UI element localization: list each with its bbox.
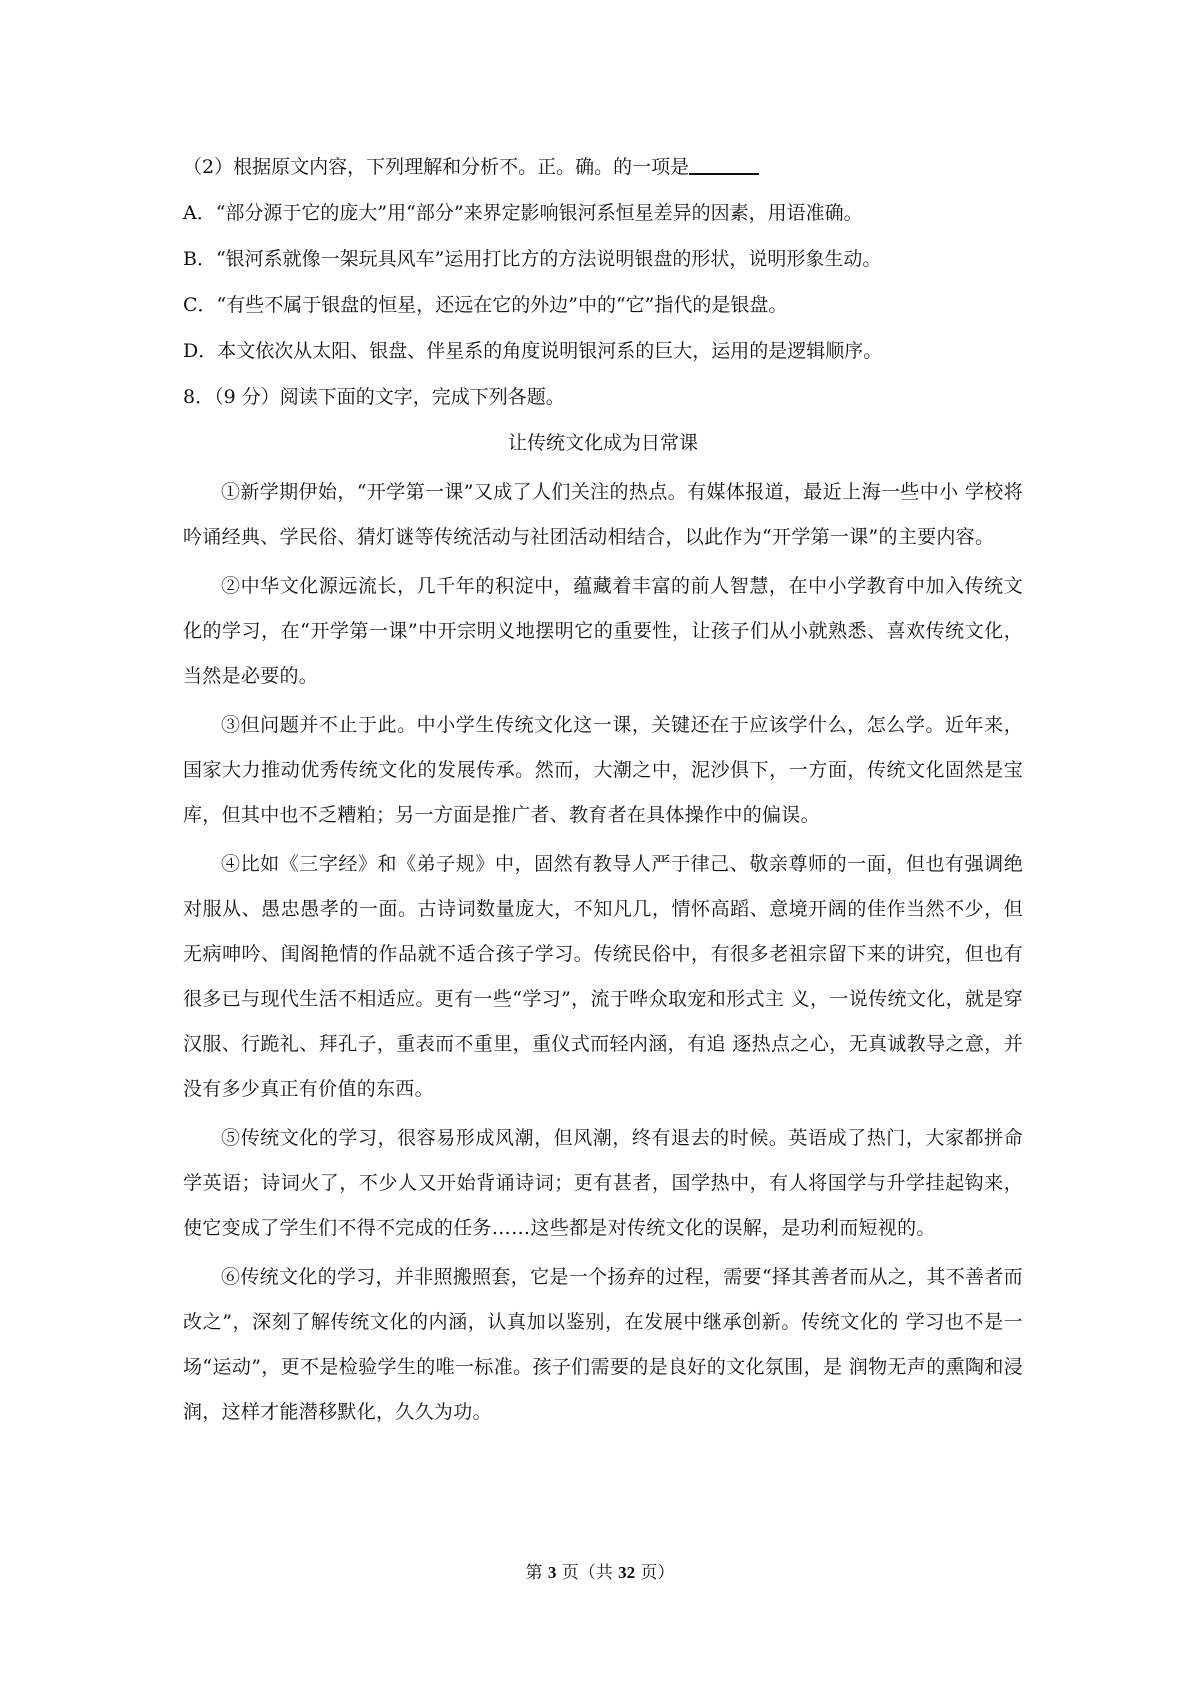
article-paragraph-5: ⑤传统文化的学习，很容易形成风潮，但风潮，终有退去的时候。英语成了热门，大家都拼命学英语；诗词火了，不少人又开始背诵诗词；更有甚者，国学热中，有人将国学与升学挂起钩来，使它变成了学生们不得不完成的任务……这些都是对传统文化的误解，是功利而短视的。 xyxy=(183,1127,1023,1239)
page-content xyxy=(183,150,1023,1439)
question-2-stem xyxy=(183,150,1023,184)
option-a: A．“部分源于它的庞大”用“部分”来界定影响银河系恒星差异的因素，用语准确。 xyxy=(183,202,863,224)
article-paragraph-3: ③但问题并不止于此。中小学生传统文化这一课，关键还在于应该学什么，怎么学。近年来，国家大力推动优秀传统文化的发展传承。然而，大潮之中，泥沙俱下，一方面，传统文化固然是宝库，但其中也不乏糟粕；另一方面是推广者、教育者在具体操作中的偏误。 xyxy=(183,714,1023,826)
footer-middle: 页（共 xyxy=(556,1563,619,1583)
option-b: B．“银河系就像一架玩具风车”运用打比方的方法说明银盘的形状，说明形象生动。 xyxy=(183,248,882,270)
question-2-stem-text: （2）根据原文内容，下列理解和分析不。正。确。的一项是 xyxy=(183,156,690,178)
footer-prefix: 第 xyxy=(525,1563,548,1583)
article-paragraph-6: ⑥传统文化的学习，并非照搬照套，它是一个扬弃的过程，需要“择其善者而从之，其不善者而改之”，深刻了解传统文化的内涵，认真加以鉴别，在发展中继承创新。传统文化的 学习也不是一场“运动”，更不是检验学生的唯一标准。孩子们需要的是良好的文化氛围，是 润物无声的熏陶和浸润，这样才能潜移默化，久久为功。 xyxy=(183,1266,1023,1423)
article-paragraph-4: ④比如《三字经》和《弟子规》中，固然有教导人严于律己、敬亲尊师的一面，但也有强调绝对服从、愚忠愚孝的一面。古诗词数量庞大，不知凡几，情怀高蹈、意境开阔的佳作当然不少，但无病呻吟、闺阁艳情的作品就不适合孩子学习。传统民俗中，有很多老祖宗留下来的讲究，但也有很多已与现代生活不相适应。更有一些“学习”，流于哗众取宠和形式主 义，一说传统文化，就是穿汉服、行跪礼、拜孔子，重表而不重里，重仪式而轻内涵，有追 逐热点之心，无真诚教导之意，并没有多少真正有价值的东西。 xyxy=(183,853,1023,1100)
option-d: D．本文依次从太阳、银盘、伴星系的角度说明银河系的巨大，运用的是逻辑顺序。 xyxy=(183,340,883,362)
option-c: C．“有些不属于银盘的恒星，还远在它的外边”中的“它”指代的是银盘。 xyxy=(183,294,788,316)
footer-page-number: 3 xyxy=(547,1563,557,1582)
page-footer xyxy=(0,1561,1200,1585)
footer-total-pages: 32 xyxy=(618,1563,636,1582)
article-paragraph-2: ②中华文化源远流长，几千年的积淀中，蕴藏着丰富的前人智慧，在中小学教育中加入传统文化的学习，在“开学第一课”中开宗明义地摆明它的重要性，让孩子们从小就熟悉、喜欢传统文化，当然是必要的。 xyxy=(183,575,1023,687)
footer-suffix: 页） xyxy=(635,1563,675,1583)
answer-blank xyxy=(689,153,759,175)
question-8-header: 8．（9 分）阅读下面的文字，完成下列各题。 xyxy=(183,386,565,408)
article-paragraph-1: ①新学期伊始，“开学第一课”又成了人们关注的热点。有媒体报道，最近上海一些中小 学校将吟诵经典、学民俗、猜灯谜等传统活动与社团活动相结合，以此作为“开学第一课”的主要内容。 xyxy=(183,481,1023,548)
article-title: 让传统文化成为日常课 xyxy=(507,432,698,454)
